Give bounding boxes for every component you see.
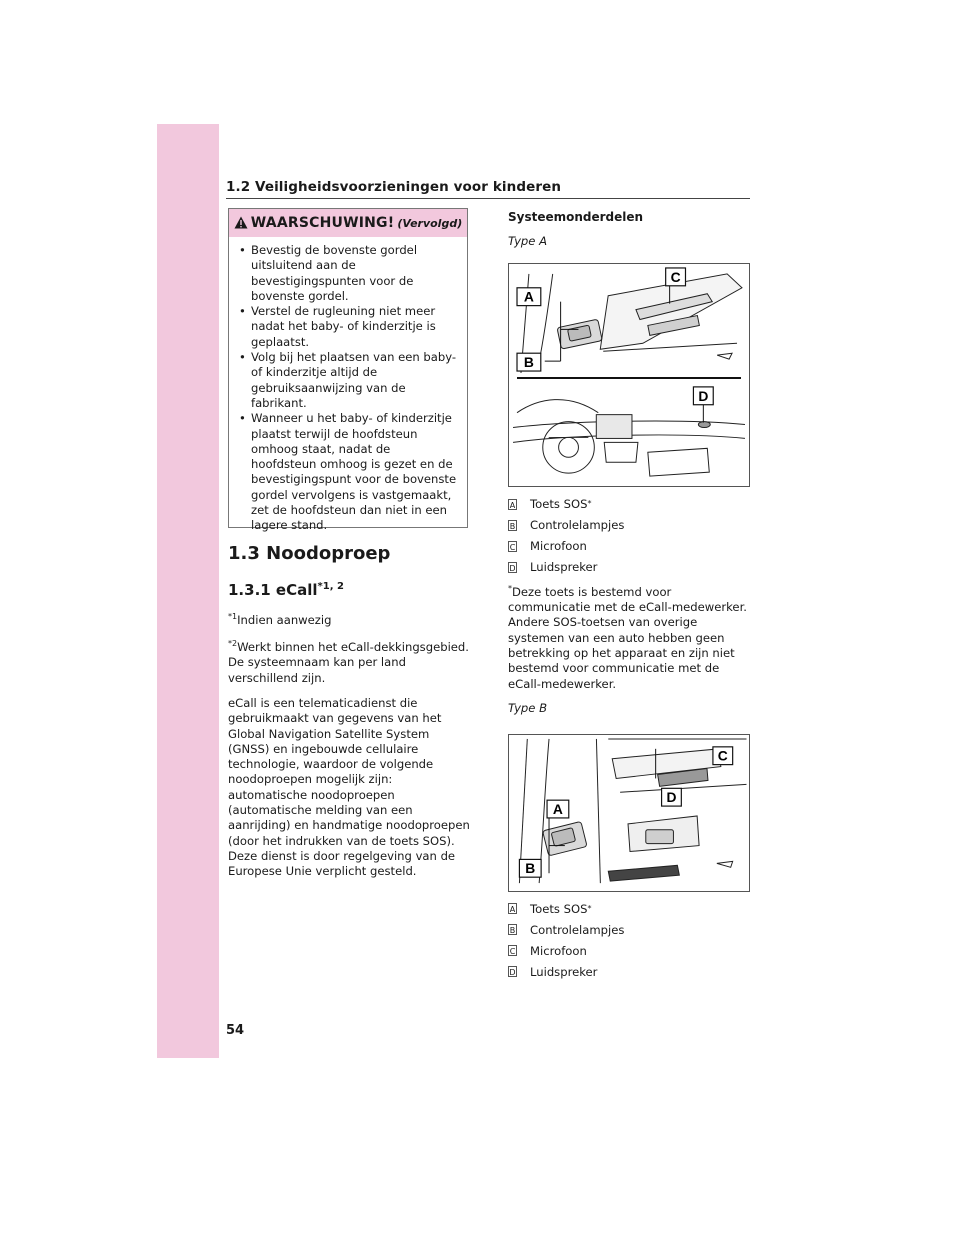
callout-B: [517, 353, 541, 371]
legend-row: [508, 965, 750, 979]
warning-header: [229, 209, 467, 237]
legend-row: [508, 944, 750, 958]
page-header-title: 1.2 Veiligheidsvoorzieningen voor kinderen: [226, 179, 562, 195]
legend-label: Toets SOS: [530, 901, 588, 916]
callout-D-b: [662, 788, 682, 806]
legend-label: Controlelampjes: [530, 518, 625, 532]
warning-subtitle: (Vervolgd): [397, 216, 463, 230]
warning-item: • Wanneer u het baby- of kinderzitje plaatst terwijl de hoofdsteun omhoog staat, nadat de hoofdsteun omhoog is gezet en de bevestigingspunt voor de bovenste gordel vervolgens is vastgemaakt, zet de hoofdsteun dan niet in een lagere stand.: [239, 411, 459, 533]
legend-key: B: [509, 926, 516, 936]
warning-box: [228, 208, 468, 533]
section-heading: 1.3 Noodoproep: [228, 543, 391, 564]
left-column: [228, 208, 470, 879]
legend-row: [508, 497, 750, 511]
page-number: 54: [226, 1023, 245, 1038]
subsection-title: 1.3.1 eCall: [228, 581, 318, 599]
warning-item: • Bevestig de bovenste gordel uitsluitend aan de bevestigingspunten voor de bovenste gordel.: [239, 243, 459, 304]
subsection-heading: [228, 576, 470, 601]
legend-row: [508, 902, 750, 916]
warning-triangle-icon: [234, 214, 248, 233]
legend-key: D: [509, 563, 516, 573]
legend-key: A: [509, 905, 516, 915]
components-title: Systeemonderdelen: [508, 210, 644, 224]
callout-B-b: [519, 859, 541, 877]
legend-row: [508, 518, 750, 532]
warning-item: • Verstel de rugleuning niet meer nadat het baby- of kinderzitje is geplaatst.: [239, 304, 459, 350]
figure-type-a-illustration: [509, 264, 749, 486]
legend-key: C: [509, 947, 516, 957]
footnote-1: [228, 609, 470, 628]
legend-sup: *: [587, 499, 592, 508]
callout-A-b: [547, 800, 569, 818]
legend-label: Toets SOS: [530, 497, 588, 511]
legend-sup: *: [587, 903, 592, 913]
legend-type-a: [508, 497, 750, 574]
callout-d-label: D: [666, 789, 677, 806]
components-footnote: [508, 581, 750, 692]
legend-label: Controlelampjes: [530, 922, 625, 937]
figure-type-b-illustration: [509, 735, 749, 891]
legend-row: [508, 560, 750, 574]
footnote-1-sup: *1: [228, 612, 238, 621]
header-rule: [226, 198, 750, 199]
callout-a-label: A: [523, 288, 534, 305]
legend-key: B: [509, 521, 516, 531]
legend-label: Luidspreker: [530, 560, 598, 574]
page-side-band: [157, 124, 219, 1058]
callout-c-label: C: [717, 747, 728, 764]
callout-C: [666, 268, 686, 286]
warning-title: WAARSCHUWING!: [250, 215, 395, 231]
legend-key: D: [509, 968, 516, 978]
legend-row: [508, 539, 750, 553]
legend-key: C: [509, 542, 516, 552]
footnote-2: [228, 636, 470, 686]
legend-type-b: [508, 902, 750, 979]
callout-a-label: A: [552, 800, 563, 817]
callout-C-b: [713, 747, 733, 765]
callout-c-label: C: [670, 268, 681, 285]
callout-b-label: B: [525, 860, 536, 877]
type-b-label: Type B: [508, 700, 548, 715]
type-a-label: Type A: [508, 234, 548, 248]
figure-type-b: [508, 734, 750, 892]
warning-list: [229, 243, 467, 534]
warning-item: • Volg bij het plaatsen van een baby- of kinderzitje altijd de gebruiksaanwijzing van de fabrikant.: [239, 350, 459, 411]
footnote-1-text: Indien aanwezig: [237, 612, 332, 627]
callout-b-label: B: [523, 354, 534, 371]
legend-label: Luidspreker: [530, 964, 598, 979]
subsection-sup: *1, 2: [317, 581, 344, 592]
callout-d-label: D: [698, 387, 709, 404]
body-paragraph: eCall is een telematicadienst die gebruikmaakt van gegevens van het Global Navigation Satellite System (GNSS) en ingebouwde cellulaire technologie, waardoor de volgende noodoproepen mogelijk zijn: automatische noodoproepen (automatische melding van een aanrijding) en handmatige noodoproepen (door het indrukken van de toets SOS). Deze dienst is door regelgeving van de Europese Unie verplicht gesteld.: [228, 695, 470, 879]
legend-label: Microfoon: [530, 943, 587, 958]
callout-D: [693, 387, 713, 405]
footnote-2-text: Werkt binnen het eCall-dekkingsgebied. De systeemnaam kan per land verschillend zijn.: [228, 640, 469, 685]
footnote-2-sup: *2: [228, 639, 238, 649]
legend-row: [508, 923, 750, 937]
callout-A: [517, 288, 541, 306]
components-footnote-text: Deze toets is bestemd voor communicatie met de eCall-medewerker. Andere SOS-toetsen van overige systemen van een auto hebben geen betrekking op het apparaat en zijn niet bestemd voor communicatie met de eCall-medewerker.: [508, 584, 747, 691]
components-footnote-sup: *: [508, 584, 512, 593]
figure-type-a: [508, 263, 750, 487]
right-column: [508, 208, 750, 986]
legend-key: A: [509, 500, 516, 510]
legend-label: Microfoon: [530, 539, 587, 553]
